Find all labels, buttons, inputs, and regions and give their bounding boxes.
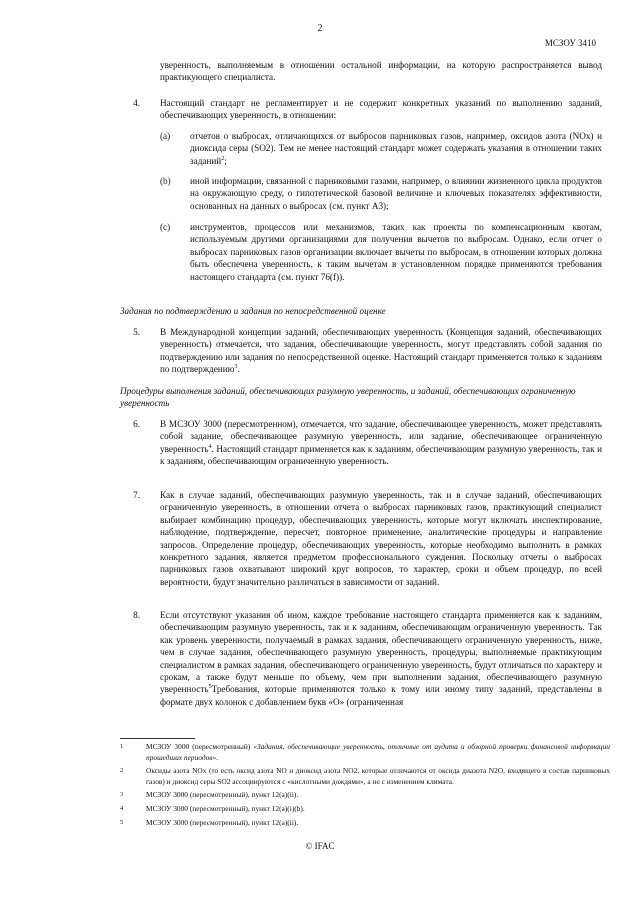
section-heading: Задания по подтверждению и задания по непосредственной оценке bbox=[120, 306, 386, 316]
paragraph-text: В Международной концепции заданий, обеспечивающих уверенность (Концепция заданий, обеспечивающих уверенность) отмечается, что задания, обеспечивающие уверенность, могут представлять собой задания по подтверждению или задания по непосредственной оценке. Настоящий стандарт применяется только к заданиям по подтверждению bbox=[160, 327, 602, 375]
page-number: 2 bbox=[317, 23, 323, 34]
item-label: (c) bbox=[160, 222, 171, 232]
footnote-text: МСЗОУ 3000 (пересмотренный) bbox=[146, 742, 254, 751]
footnote-mark: 2 bbox=[120, 767, 124, 774]
paragraph-number: 6. bbox=[133, 419, 140, 429]
footnote bbox=[120, 804, 610, 815]
list-item bbox=[190, 175, 602, 212]
footer-copyright: © IFAC bbox=[305, 841, 335, 851]
footnote-ref: 3 bbox=[234, 364, 238, 371]
footnote-mark: 4 bbox=[120, 805, 124, 812]
footnote-tail: . bbox=[216, 752, 219, 762]
paragraph-number: 8. bbox=[133, 610, 140, 620]
footnote-ref: 4 bbox=[208, 443, 212, 450]
footnote-mark: 3 bbox=[120, 791, 124, 798]
footnote-text: МСЗОУ 3000 (пересмотренный), пункт 12(a)(i)(b). bbox=[146, 804, 305, 813]
item-text-tail: ; bbox=[224, 155, 227, 166]
paragraph-text: Если отсутствуют указания об ином, каждое требование настоящего стандарта применяется как к заданиям, обеспечивающим разумную уверенность, так и к заданиям, обеспечивающим ограниченную уверенность. Так как уровень уверенности, получаемый в рамках задания, обеспечивающего ограниченную уверенность, ниже, чем в случае задания, обеспечивающего разумную уверенность, процедуры, выполняемые практикующим специалистом в рамках задания, обеспечивающего ограниченную уверенность, будут отличаться по характеру и срокам, а также будут меньше по объему, чем при выполнении задания, обеспечивающего разумную уверенность bbox=[160, 610, 602, 695]
list-item bbox=[190, 221, 602, 283]
item-text: инструментов, процессов или механизмов, таких как проекты по компенсационным квотам, используемым другими организациями для получения вычетов по выбросам. Однако, если отчет о выбросах парниковых газов организации включает вычеты по выбросам, в отношении которых должна быть обеспечена уверенность, к таким вычетам в установленном порядке применяются требования настоящего стандарта (см. пункт 76(f)). bbox=[190, 222, 602, 282]
item-text: отчетов о выбросах, отличающихся от выбросов парниковых газов, например, оксидов азота (NOx) и диоксида серы (SO2). Тем не менее настоящий стандарт может содержать указания в отношении таких заданий bbox=[190, 131, 602, 166]
paragraph-text: В МСЗОУ 3000 (пересмотренном), отмечается, что задание, обеспечивающее уверенность, может представлять собой задание, обеспечивающее разумную уверенность, или задание, обеспечивающее ограниченную уверенность bbox=[160, 419, 602, 454]
footnote-text: МСЗОУ 3000 (пересмотренный), пункт 12(a)(ii). bbox=[146, 818, 299, 827]
paragraph-text: Как в случае заданий, обеспечивающих разумную уверенность, так и в случае заданий, обеспечивающих ограниченную уверенность, в отношении отчета о выбросах парниковых газов, практикующий специалист выбирает комбинацию процедур, обеспечивающих уверенность, которые могут включать инспектирование, наблюдение, подтверждение, пересчет, повторное применение, аналитические процедуры и направление запросов. Определение процедур, обеспечивающих уверенность, которые необходимо выполнить в рамках конкретного задания, является предметом профессионального суждения. Поскольку отчеты о выбросах парниковых газов охватывают широкий круг вопросов, то характер, сроки и объем процедур, по всей вероятности, будут значительно различаться в зависимости от заданий. bbox=[160, 490, 602, 587]
paragraph-text-tail: . bbox=[237, 364, 240, 375]
paragraph-text: Настоящий стандарт не регламентирует и не содержит конкретных указаний по выполнению заданий, обеспечивающих уверенность, в отношении: bbox=[160, 98, 602, 121]
footnote-emphasis: «Задания, обеспечивающие уверенность, отличные от аудита и обзорной проверки финансовой информации прошедших периодов» bbox=[146, 742, 610, 762]
footnote-ref: 2 bbox=[221, 155, 225, 162]
paragraph-text-tail: . Настоящий стандарт применяется как к заданиям, обеспечивающим разумную уверенность, так и к заданиям, обеспечивающим ограниченную уверенность. bbox=[160, 443, 602, 467]
footnote-mark: 1 bbox=[120, 743, 124, 750]
footnote bbox=[120, 766, 610, 787]
paragraph-number: 5. bbox=[133, 327, 140, 337]
item-text: иной информации, связанной с парниковыми газами, например, о влиянии жизненного цикла продуктов на окружающую среду, о гипотетической базовой величине и ключевых показателях эффективности, основанных на данных о выбросах (см. пункт А3); bbox=[190, 176, 602, 211]
footnote-mark: 5 bbox=[120, 819, 124, 826]
item-label: (b) bbox=[160, 176, 171, 186]
paragraph-text-tail: Требования, которые применяются только к тому или иному типу заданий, представлены в формате двух колонок с добавлением букв «О» (ограниченная bbox=[160, 684, 602, 707]
footnote bbox=[120, 790, 610, 801]
footnote-divider bbox=[120, 738, 195, 739]
section-heading: Процедуры выполнения заданий, обеспечивающих разумную уверенность, и заданий, обеспечивающих ограниченную уверенность bbox=[120, 386, 576, 409]
paragraph-3-tail bbox=[160, 59, 602, 84]
list-item bbox=[190, 130, 602, 167]
footnote-text: Оксиды азота NOx (то есть оксид азота NO и диоксид азота NO2, которые отличаются от оксида диазота N2O, входящего в состав парниковых газов) и диоксид серы SO2 ассоциируются с «кислотными дождями», а не с изменением климата. bbox=[146, 766, 610, 786]
standard-code: МСЗОУ 3410 bbox=[544, 38, 596, 48]
paragraph-number: 7. bbox=[133, 490, 140, 500]
paragraph-text: уверенность, выполняемым в отношении остальной информации, на которую распространяется вывод практикующего специалиста. bbox=[160, 60, 602, 83]
paragraph-number: 4. bbox=[133, 98, 140, 108]
footnote bbox=[120, 818, 610, 829]
item-label: (a) bbox=[160, 131, 171, 141]
footnote-ref: 5 bbox=[208, 684, 212, 691]
footnote-text: МСЗОУ 3000 (пересмотренный), пункт 12(a)(ii). bbox=[146, 790, 299, 799]
footnote bbox=[120, 742, 610, 763]
